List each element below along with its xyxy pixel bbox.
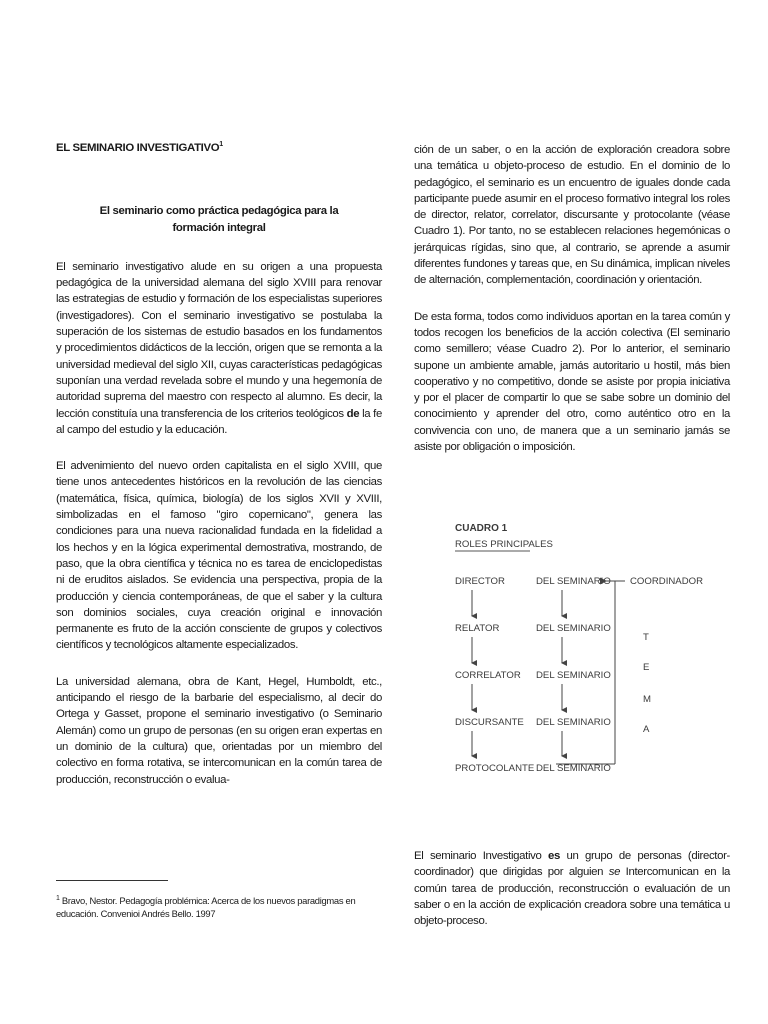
footnote-text: Bravo, Nestor. Pedagogía problémica: Acerca de los nuevos paradigmas en educación. Convenioi Andrés Bello. 1997	[56, 895, 356, 919]
roles-diagram	[438, 517, 738, 807]
left-paragraph-3: La universidad alemana, obra de Kant, Hegel, Humboldt, etc., anticipando el riesgo de la barbarie del especialismo, al decir do Ortega y Gasset, propone el seminario investigativo (o Seminario Alemán) como un grupo de personas (en su origen eran expertas en un dominio de la cultura) que, orientadas por un miembro del colectivo en forma rotativa, se intercomunican en la común tarea de producción, reconstrucción o evalua-	[56, 675, 382, 786]
footnote-rule	[56, 880, 168, 881]
subtitle-line-1: El seminario como práctica pedagógica para la	[99, 205, 339, 218]
title-text: EL SEMINARIO INVESTIGATIVO	[56, 142, 220, 154]
role-label: CORRELATOR	[455, 670, 521, 681]
left-paragraph-2: El advenimiento del nuevo orden capitalista en el siglo XVIII, que tiene unos antecedentes históricos en la revolución de las ciencias (matemática, física, química, biología) de los siglos XVII y XVIII, simbolizadas en el famoso "giro copernicano", genera las condiciones para una nueva racionalidad fundada en la fidelidad a los hechos y en la lógica experimental demostrativa, mostrando, de paso, que la obra científica y técnica no es tarea de enciclopedistas ni de eruditos aislados. Se evidencia una perspectiva, propia de la producción y ciencia contemporáneas, de que el saber y la cultura son dominios sociales, cuya creación original e innovación permanente es fruto de la acción consciente de grupos y colectivos científicos y tecnológicos altamente especializados.	[56, 460, 382, 652]
footnote	[56, 895, 386, 920]
theme-group	[643, 632, 651, 735]
diagram-title: CUADRO 1	[455, 523, 508, 534]
theme-letter: T	[643, 632, 649, 643]
seminar-label: DEL SEMINARIO	[536, 763, 611, 774]
theme-letter: E	[643, 662, 650, 673]
subtitle	[56, 203, 382, 236]
seminar-label: DEL SEMINARIO	[536, 717, 611, 728]
coordinator-label: COORDINADOR	[630, 576, 704, 587]
role-label: DIRECTOR	[455, 576, 505, 587]
footnote-mark: 1	[56, 894, 60, 902]
seminar-label: DEL SEMINARIO	[536, 670, 611, 681]
diagram-caption: El seminario Investigativo es un grupo de personas (director-coordinador) que dirigidas por alguien se Intercomunican en la común tarea de producción, reconstrucción o evaluación de un saber o en la acción de explicación creadora sobre una temática u objeto-proceso.	[414, 850, 730, 928]
theme-letter: A	[643, 724, 650, 735]
title-footnote-mark: 1	[219, 141, 223, 149]
subtitle-line-2: formación integral	[172, 221, 266, 234]
theme-letter: M	[643, 694, 651, 705]
role-label: DISCURSANTE	[455, 717, 524, 728]
right-column	[414, 142, 730, 455]
seminar-label: DEL SEMINARIO	[536, 576, 611, 587]
left-column	[56, 140, 382, 788]
seminar-label: DEL SEMINARIO	[536, 623, 611, 634]
left-paragraph-1: El seminario investigativo alude en su origen a una propuesta pedagógica de la universidad alemana del siglo XVIII para renovar las estrategias de estudio y formación de los especialistas superiores (investigadores). Con el seminario investigativo se postulaba la superación de los sistemas de estudio basados en los fundamentos y procedimientos didácticos de la lección, origen que se remonta a la universidad medieval del siglo XII, cuyas características pedagógicas suponían una verdad revelada sobre el mundo y una hegemonía de autoridad suprema del maestro con respecto al alumno. Es decir, la lección constituía una transferencia de los criterios teológicos de la fe al campo del estudio y la educación.	[56, 260, 382, 436]
right-paragraph-1: ción de un saber, o en la acción de exploración creadora sobre una temática u objeto-proceso de estudio. En el dominio de lo pedagógico, el seminario es un encuentro de iguales donde cada participante puede asumir en el proceso formativo integral los roles de director, relator, correlator, discursante y protocolante (véase Cuadro 1). Por tanto, no se establecen relaciones hegemónicas o jerárquicas rígidas, sino que, al contrario, se aprende a asumir diferentes fundones y tareas que, en Su dinámica, implican niveles de alternación, complementación, coordinación y orientación.	[414, 144, 730, 287]
roles-group	[455, 576, 611, 774]
role-label: PROTOCOLANTE	[455, 763, 535, 774]
right-paragraph-2: De esta forma, todos como individuos aportan en la tarea común y todos recogen los beneficios de la acción colectiva (El seminario como semillero; véase Cuadro 2). Por lo anterior, el seminario supone un ambiente amable, jamás autoritario u hostil, más bien cooperativo y no competitivo, donde se asiste por propia iniciativa y por el placer de compartir lo que se sabe sobre un dominio del conocimiento y aprender del otro, como auténtico otro en la convivencia con uno, de manera que a un seminario jamás se asiste por obligación o imposición.	[414, 310, 730, 454]
document-title	[56, 140, 382, 156]
role-label: RELATOR	[455, 623, 500, 634]
diagram-subtitle: ROLES PRINCIPALES	[455, 539, 553, 550]
